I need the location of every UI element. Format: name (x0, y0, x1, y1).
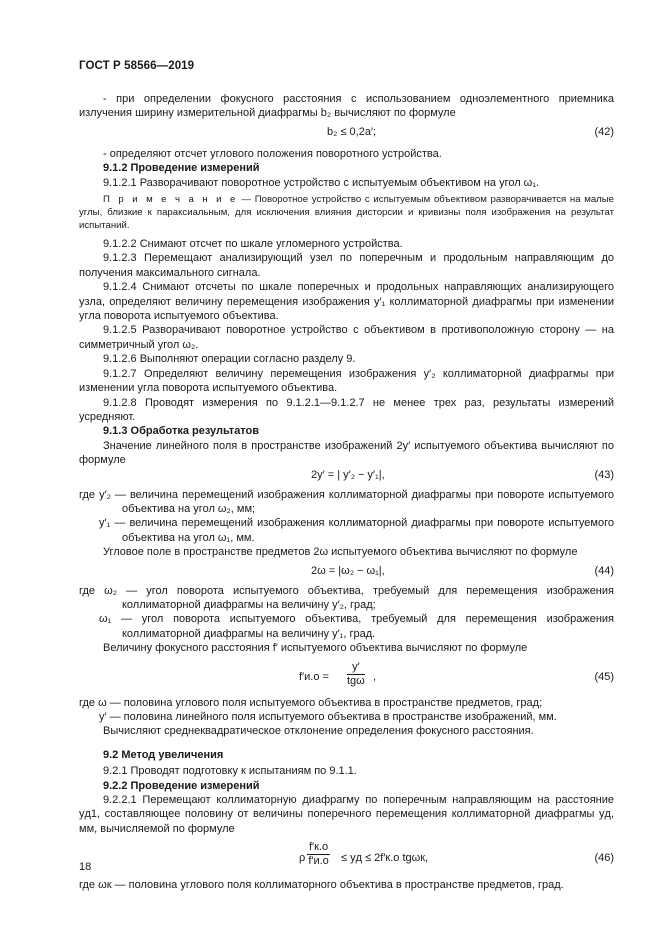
paragraph: 9.1.2.6 Выполняют операции согласно разделу 9. (103, 353, 356, 366)
paragraph: 9.1.2.3 Перемещают анализирующий узел по поперечным и продольным направляющим до получения максимального сигнала. (79, 252, 614, 279)
definition: где y′₂ — величина перемещений изображения коллиматорной диафрагмы при повороте испытуемого объектива на угол ω₂, мм; (79, 488, 614, 515)
formula-46 (79, 840, 614, 878)
document-body (79, 92, 614, 893)
formula-expression: 2y′ = | y′₂ − y′₁|, (311, 468, 385, 481)
paragraph: 9.1.2.1 Разворачивают поворотное устройство с испытуемым объективом на угол ω₁. (103, 176, 540, 189)
section-heading: 9.1.2 Проведение измерений (103, 162, 260, 175)
formula-tail: ≤ yд ≤ 2f′к.о tgωк, (341, 852, 429, 865)
paragraph: Величину фокусного расстояния f′ испытуемого объектива вычисляют по формуле (103, 642, 528, 655)
fraction-numerator: f′к.о (309, 841, 329, 854)
definition: y′ — половина линейного поля испытуемого объектива в пространстве изображений, мм. (99, 711, 557, 723)
formula-43 (79, 468, 614, 488)
fraction-denominator: f′и.о (308, 855, 329, 868)
formula-rho: ρ (299, 852, 306, 865)
section-heading: 9.2 Метод увеличения (103, 748, 224, 761)
note-text: — Поворотное устройство с испытуемым объективом разворачивается на малые углы, близкие к параксиальным, для исключения влияния дисторсии и кривизны поля изображения на результат испытаний. (79, 194, 615, 232)
definition: ω₁ — угол поворота испытуемого объектива, требуемый для перемещения изображения коллиматорной диафрагмы на величину y′₁, град. (99, 613, 614, 640)
paragraph: где ωк — половина углового поля коллиматорного объектива в пространстве предметов, град. (79, 879, 564, 892)
note-label: П р и м е ч а н и е (103, 194, 238, 206)
definition: где ω₂ — угол поворота испытуемого объектива, требуемый для перемещения изображения коллиматорной диафрагмы на величину y′₂, град; (79, 584, 614, 611)
formula-45 (79, 660, 614, 696)
formula-expression: 2ω = |ω₂ − ω₁|, (311, 564, 385, 577)
paragraph: 9.1.2.2 Снимают отсчет по шкале угломерного устройства. (103, 238, 403, 251)
paragraph: Угловое поле в пространстве предметов 2ω испытуемого объектива вычисляют по формуле (103, 546, 578, 559)
spacer (79, 739, 614, 748)
formula-fraction (347, 662, 365, 687)
document-header: ГОСТ Р 58566—2019 (79, 60, 195, 72)
definition: y′₁ — величина перемещений изображения коллиматорной диафрагмы при повороте испытуемого объектива на угол ω₁, мм. (99, 517, 614, 544)
paragraph: Значение линейного поля в пространстве изображений 2y′ испытуемого объектива вычисляют по формуле (79, 439, 614, 467)
formula-number: (42) (594, 125, 614, 138)
formula-number: (46) (594, 852, 614, 865)
paragraph: 9.1.2.5 Разворачивают поворотное устройство с объективом в противоположную сторону — на симметричный угол ω₂. (79, 324, 614, 351)
note (79, 193, 614, 232)
fraction-denominator: tgω (347, 674, 365, 687)
paragraph: - определяют отсчет углового положения поворотного устройства. (103, 147, 442, 160)
paragraph: 9.1.2.8 Проводят измерения по 9.1.2.1—9.1.2.7 не менее трех раз, результаты измерений усредняют. (79, 396, 614, 423)
formula-fraction (307, 842, 330, 867)
paragraph: 9.2.2.1 Перемещают коллиматорную диафрагму по поперечным направляющим на расстояние yд1, составляющее половину от величины поперечного перемещения коллиматорной диафрагмы yд, мм, вычисляемой по формуле (79, 794, 614, 835)
definition: где ω — половина углового поля испытуемого объектива в пространстве предметов, град; (79, 696, 543, 709)
paragraph: Вычисляют среднеквадратическое отклонение определения фокусного расстояния. (103, 725, 534, 738)
paragraph: 9.1.2.4 Снимают отсчеты по шкале поперечных и продольных направляющих анализирующего узла, определяют величину перемещения изображения y′₁ коллиматорной диафрагмы при изменении угла поворота испытуемого объектива. (79, 281, 614, 323)
paragraph: - при определении фокусного расстояния с использованием одноэлементного приемника излучения ширину измерительной диафрагмы b₂ вычисляют по формуле (79, 93, 614, 120)
formula-42 (79, 125, 614, 145)
fraction-numerator: y′ (347, 662, 365, 675)
page-number: 18 (79, 861, 92, 873)
paragraph: 9.1.2.7 Определяют величину перемещения изображения y′₂ коллиматорной диафрагмы при изменении угла поворота испытуемого объектива. (79, 367, 614, 395)
formula-44 (79, 564, 614, 584)
section-heading: 9.1.3 Обработка результатов (103, 425, 260, 438)
formula-number: (44) (594, 564, 614, 577)
formula-tail: , (373, 670, 377, 683)
formula-number: (43) (594, 468, 614, 481)
formula-number: (45) (594, 670, 614, 683)
section-heading: 9.2.2 Проведение измерений (103, 779, 260, 792)
paragraph: 9.2.1 Проводят подготовку к испытаниям по 9.1.1. (103, 765, 357, 778)
formula-expression: b₂ ≤ 0,2a′; (327, 125, 377, 138)
formula-lhs: f′и.о = (299, 670, 329, 683)
